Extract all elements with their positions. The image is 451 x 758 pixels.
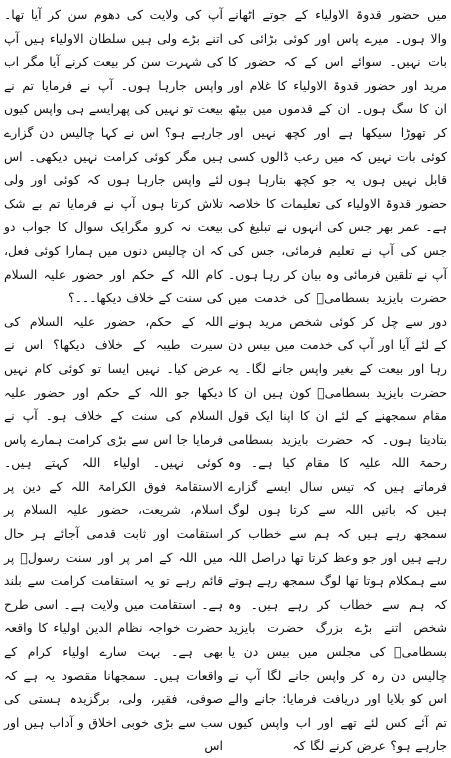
left-column bbox=[4, 3, 223, 754]
left-column-paragraph-1: آپ کی ولایت کی دھوم سن کر آیا تھا۔ اتنے بڑے ولی ہیں سلطان الاولیاء ہیں آپ کی شہرت سن کر بیعت کرنے آیا مگر اب واپس جارہا ہوں۔ آپ نے فرمایا تم نے بیعت تو نہیں کی پھرایسے ہی واپس کیوں جارہے ہو؟ اس نے کہا چالیس دن گزارے ہیں مگر کوئی کرامت نہیں دیکھی۔ اس لئے واپس جارہا ہوں کہ کوئی اور ولی تلاش کرتا ہوں آپ نے فرمایا تم بے شک بیعت نہ کرو مگرایک سوال کا جواب دو کہ ان چالیس دنوں میں ہمارا کوئی فعل، کام اللہ کے حکم اور حضور علیہ السلام کی سنت کے خلاف دیکھا۔۔۔؟ bbox=[4, 7, 223, 306]
left-column-paragraph-2: اللہ کے حکم، حضور علیہ السلام کی سیرت طیبہ کے خلاف دیکھا؟ اس نے عرض کیا۔ نہیں ایسا تو کوئی کام نہیں دیکھا جو اللہ کے حکم اور حضور علیہ السلام کی سنت کے خلاف ہو۔ آپ نے فرمایا جا اس سے بڑی کرامت ہمارے پاس کوئی نہیں۔ اولیاء اللہ کہتے ہیں۔ الاستقامۃ فوق الکرامۃ اللہ کے دین پر اسلام، شریعت، حضور علیہ السلام پر استقامت اور ثابت قدمی آجائے ہر حال میں اللہ کے امر پر اور سنت رسولؐ پر قائم رہے تو یہ استقامت کرامت سے بلند ہے۔ استقامت میں ولایت ہے۔ اسی طرح حضرت خواجہ نظام الدین اولیاء کا واقعہ بھی ہے۔ بہت سارے اولیاء کرام کے واقعات ہیں۔ سمجھانا مقصود یہ ہے کہ صوفی، فقیر، ولی، برگزیدہ ہستی کی سب سے بڑی خوبی اخلاق و آداب ہیں اور اس bbox=[4, 313, 223, 754]
right-column-paragraph-1: میں حضور قدوۃ الاولیاء کے جوتے اٹھانے والا ہوں۔ میرے پاس اور کوئی بڑائی کی بات نہیں۔ سوائے اس کے کہ حضور کا مرید اور حضور قدوۃ الاولیاء کا غلام اور ان کا سگ ہوں۔ ان کے قدموں میں بیٹھ کر تھوڑا سیکھا ہے اور کچھ نہیں اور کوئی بات نہیں کہ میں رعب ڈالوں کسی قابل نہیں ہوں یہ جو کچھ بتارہا ہوں حضور قدوۃ الاولیاء کی تعلیمات کا خلاصہ ہے۔ عمر بھر جس کی انہوں نے تبلیغ کی جس کی آپ نے تعلیم فرمائی، جس کی آپ نے تلقین فرمائی وہ بیان کر رہا ہوں۔ حضرت بایزید بسطامیؒ کی خدمت میں دور سے چل کر کوئی شخص مرید ہونے کے لئے آیا اور آپ کی خدمت میں بیس دن رہا اور بیعت کے بغیر واپس جانے لگا۔ یہ حضرت بایزید بسطامیؒ کون ہیں ان کا مقام سمجھنے کے لئے ان کا اپنا ایک قول بتادیتا ہوں۔ کہ حضرت بایزید بسطامی رحمۃ اللہ علیہ کا مقام کیا ہے۔ وہ فرماتے ہیں کہ تیس سال ایسے گزارے ہیں کہ باتیں اللہ سے کرتا ہوں لوگ سمجھ رہے ہیں کہ ہم سے خطاب کر رہے ہیں اور جو وعظ کرتا تھا دراصل اللہ سے ہمکلام ہوتا تھا لوگ سمجھ رہے ہوتے کہ ہم سے خطاب کر رہے ہیں۔ وہ شخص اتنے بڑے بزرگ حضرت بایزید بسطامیؒ کی مجلس میں بیس دن یا چالیس دن رہ کر واپس جانے لگا آپ نے اس کو بلایا اور دریافت فرمایا: جانے والے تم آئے کس لئے تھے اور اب واپس کیوں جارہے ہو؟ عرض کرنے لگا کہ bbox=[228, 7, 447, 754]
right-column bbox=[228, 3, 447, 754]
